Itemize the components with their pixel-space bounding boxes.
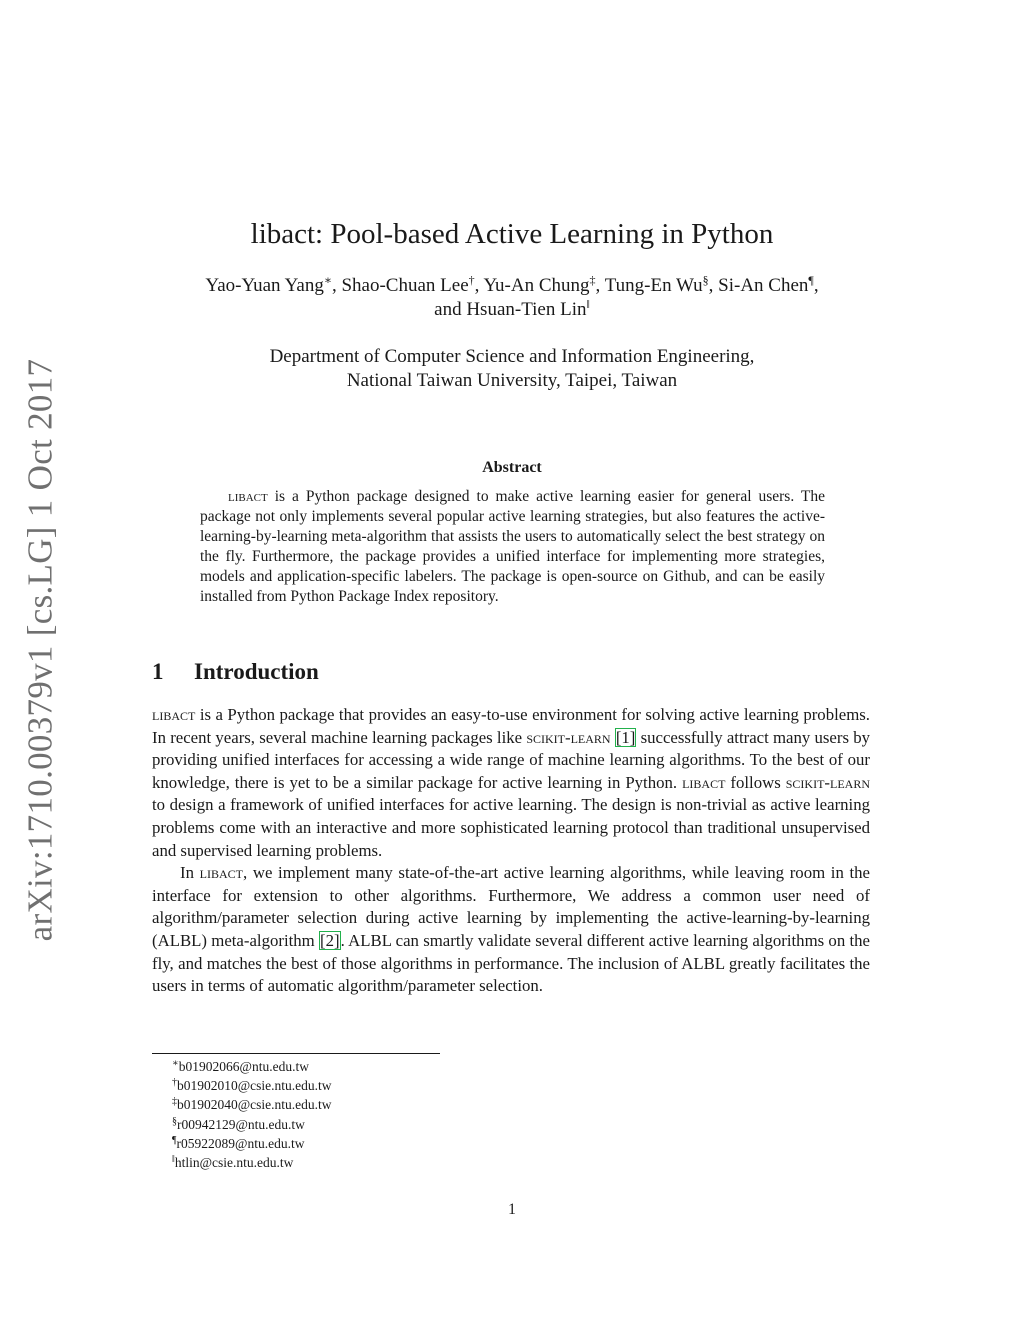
footnote-mark: † — [172, 1077, 177, 1089]
footnote-mark: § — [172, 1115, 177, 1127]
citation-link[interactable]: [1] — [615, 727, 636, 747]
abstract-heading: Abstract — [482, 459, 542, 476]
footnote-email: r00942129@ntu.edu.tw — [177, 1116, 305, 1132]
author-list — [150, 274, 874, 322]
package-name: libact — [228, 488, 268, 505]
footnote-mark: † — [468, 273, 475, 287]
footnote-divider — [152, 1053, 440, 1054]
footnote — [172, 1153, 332, 1172]
arxiv-watermark — [15, 358, 65, 942]
footnote-mark: ‡ — [172, 1096, 177, 1108]
author: Si-An Chen¶, — [718, 273, 819, 296]
footnote-mark: ∗ — [172, 1058, 179, 1069]
author: Tung-En Wu§, — [604, 273, 714, 296]
footnote-mark: ∗ — [323, 273, 332, 287]
page-number: 1 — [508, 1201, 516, 1218]
footnote-mark: ‖ — [586, 297, 590, 311]
footnote — [172, 1095, 332, 1114]
section-number: 1 — [152, 659, 164, 684]
introduction-body — [152, 704, 870, 998]
footnote-email: b01902066@ntu.edu.tw — [178, 1059, 309, 1074]
paragraph: In libact, we implement many state-of-the-art active learning algorithms, while leaving room in the interface for extension to other algorithms. Furthermore, We address a common user need of algorithm/parameter selection during active learning by implementing the active-learning-by-learning (ALBL) meta-algorithm [2]. ALBL can smartly validate several different active learning algorithms on the fly, and matches the best of those algorithms in performance. The inclusion of ALBL greatly facilitates the users in terms of automatic algorithm/parameter selection. — [152, 863, 871, 996]
paragraph: libact is a Python package that provides an easy-to-use environment for solving active learning problems. In recent years, several machine learning packages like scikit-learn [1] successfully attract many users by providing unified interfaces for accessing a wide range of machine learning algorithms. To the best of our knowledge, there is yet to be a similar package for active learning in Python. libact follows scikit-learn to design a framework of unified interfaces for active learning. The design is non-trivial as active learning problems come with an interactive and more sophisticated learning protocol than traditional unsupervised and supervised learning problems. — [152, 705, 870, 860]
footnote — [172, 1134, 332, 1153]
footnote-email: htlin@csie.ntu.edu.tw — [174, 1155, 294, 1171]
section-title: Introduction — [194, 659, 319, 684]
footnote-mark: ‖ — [172, 1154, 175, 1166]
footnote-mark: ¶ — [172, 1134, 177, 1146]
author: Yu-An Chung‡, — [483, 273, 601, 296]
section-heading-introduction — [152, 657, 319, 687]
author: and Hsuan-Tien Lin‖ — [434, 297, 590, 320]
arxiv-identifier: arXiv:1710.00379v1 [cs.LG] 1 Oct 2017 — [20, 358, 60, 942]
footnote-mark: ¶ — [808, 273, 814, 287]
affiliation-university: National Taiwan University, Taipei, Taiwan — [346, 370, 678, 391]
footnote — [172, 1076, 332, 1095]
citation-link[interactable]: [2] — [320, 930, 340, 950]
paper-title: libact: Pool-based Active Learning in Python — [250, 218, 774, 250]
abstract-text: libact is a Python package designed to make active learning easier for general users. The package not only implements several popular active learning strategies, but also features the active-learning-by-learning meta-algorithm that assists the users to automatically select the best strategy on the fly. Furthermore, the package provides a unified interface for implementing more strategies, models and application-specific labelers. The package is open-source on Github, and can be easily installed from Python Package Index repository. — [200, 488, 825, 605]
author: Yao-Yuan Yang∗, — [205, 273, 337, 296]
footnote-email: r05922089@ntu.edu.tw — [176, 1135, 305, 1151]
footnote-email: b01902040@csie.ntu.edu.tw — [177, 1097, 332, 1113]
affiliation-department: Department of Computer Science and Information Engineering, — [269, 346, 755, 367]
footnote — [172, 1115, 332, 1134]
footnotes — [172, 1057, 332, 1172]
footnote-mark: ‡ — [589, 273, 596, 287]
author: Shao-Chuan Lee†, — [341, 273, 480, 296]
affiliation — [150, 345, 874, 393]
footnote — [172, 1057, 332, 1076]
footnote-email: b01902010@csie.ntu.edu.tw — [177, 1078, 332, 1094]
footnote-mark: § — [702, 273, 709, 287]
